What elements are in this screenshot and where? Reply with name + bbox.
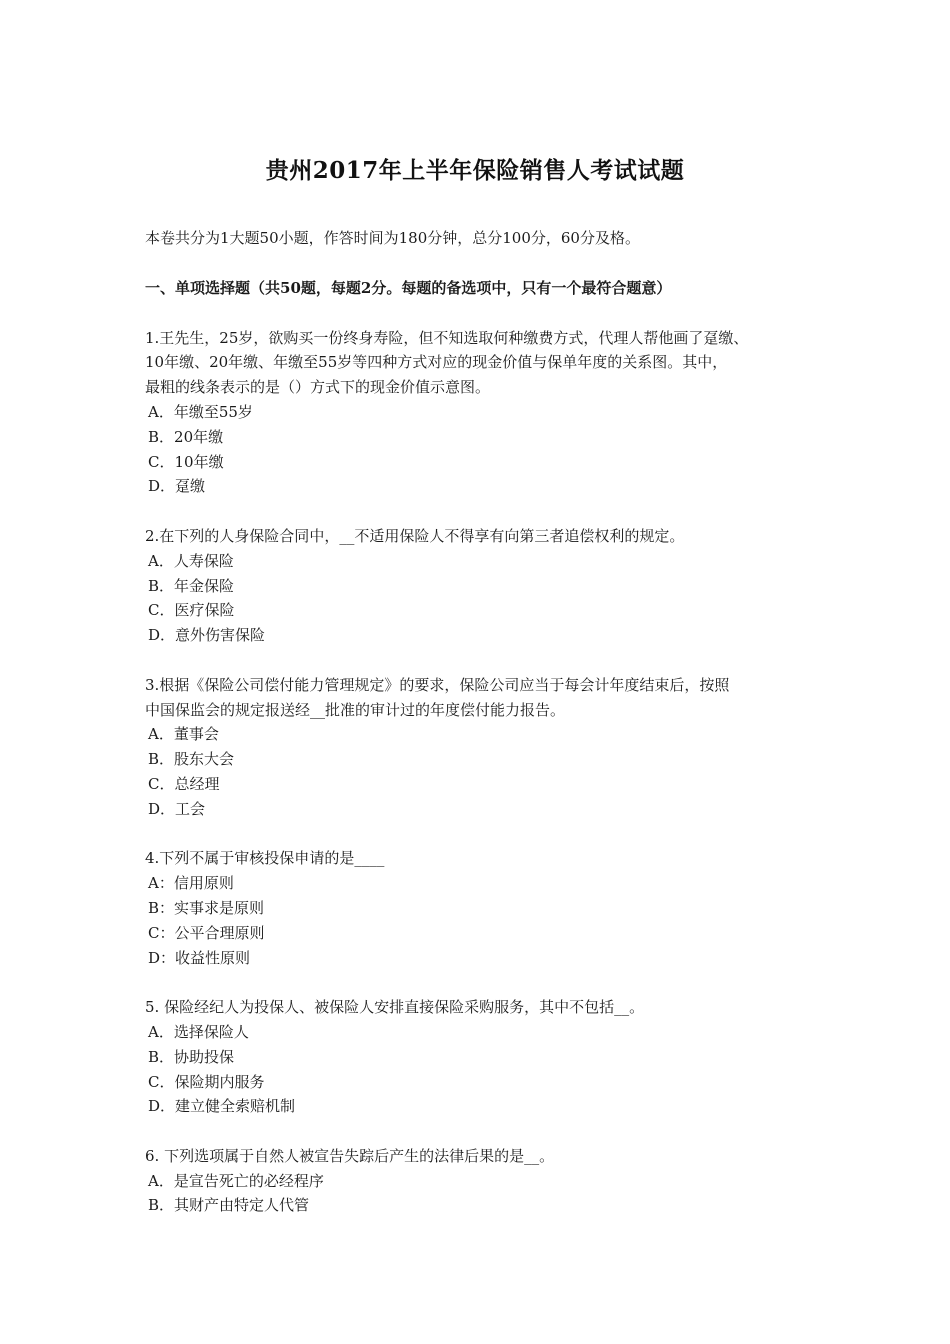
option-item bbox=[145, 1045, 825, 1070]
option-text: 意外伤害保险 bbox=[175, 626, 266, 645]
option-key: B． bbox=[148, 576, 175, 595]
option-text: 信用原则 bbox=[173, 874, 234, 893]
option-item bbox=[145, 400, 825, 425]
option-list bbox=[145, 400, 825, 499]
question-stem-line: 6. 下列选项属于自然人被宣告失踪后产生的法律后果的是__。 bbox=[145, 1146, 555, 1165]
option-text: 保险期内服务 bbox=[174, 1072, 265, 1091]
option-item bbox=[145, 1193, 825, 1218]
option-item bbox=[145, 1094, 825, 1119]
option-item bbox=[145, 598, 825, 623]
option-text: 年缴至55岁 bbox=[173, 402, 253, 421]
option-text: 趸缴 bbox=[175, 477, 206, 496]
question-stem-line: 2.在下列的人身保险合同中，__不适用保险人不得享有向第三者追偿权利的规定。 bbox=[145, 526, 685, 545]
option-item bbox=[145, 574, 825, 599]
option-text: 20年缴 bbox=[174, 427, 224, 446]
option-item bbox=[145, 450, 825, 475]
option-list bbox=[145, 1020, 825, 1119]
question-1 bbox=[145, 326, 825, 500]
option-item bbox=[145, 1169, 825, 1194]
option-key: B． bbox=[148, 1047, 175, 1066]
option-text: 董事会 bbox=[173, 725, 219, 744]
option-text: 年金保险 bbox=[174, 576, 235, 595]
option-text: 公平合理原则 bbox=[174, 923, 265, 942]
option-key: D． bbox=[148, 1097, 176, 1116]
option-key: C． bbox=[148, 452, 175, 471]
option-key: A． bbox=[148, 1171, 174, 1190]
option-item bbox=[145, 722, 825, 747]
option-key: B． bbox=[148, 750, 175, 769]
section-heading: 一、单项选择题（共50题，每题2分。每题的备选项中，只有一个最符合题意） bbox=[145, 278, 672, 297]
option-text: 工会 bbox=[175, 799, 206, 818]
option-key: D． bbox=[148, 626, 176, 645]
option-item bbox=[145, 797, 825, 822]
option-key: A． bbox=[148, 551, 174, 570]
option-item bbox=[145, 474, 825, 499]
option-text: 人寿保险 bbox=[173, 551, 234, 570]
option-list bbox=[145, 722, 825, 821]
question-6 bbox=[145, 1144, 825, 1218]
option-item bbox=[145, 871, 825, 896]
option-item bbox=[145, 623, 825, 648]
option-item bbox=[145, 946, 825, 971]
option-text: 建立健全索赔机制 bbox=[175, 1097, 296, 1116]
option-key: D． bbox=[148, 477, 176, 496]
option-key: C． bbox=[148, 1072, 175, 1091]
question-3 bbox=[145, 673, 825, 822]
option-key: C． bbox=[148, 601, 175, 620]
option-text: 其财产由特定人代管 bbox=[174, 1196, 310, 1215]
question-stem-line: 1.王先生，25岁，欲购买一份终身寿险，但不知选取何种缴费方式，代理人帮他画了趸缴、 bbox=[145, 328, 749, 347]
option-item bbox=[145, 1020, 825, 1045]
option-item bbox=[145, 921, 825, 946]
option-text: 协助投保 bbox=[174, 1047, 235, 1066]
question-stem-line: 最粗的线条表示的是（）方式下的现金价值示意图。 bbox=[145, 378, 491, 397]
question-4 bbox=[145, 846, 825, 970]
option-text: 股东大会 bbox=[174, 750, 235, 769]
option-key: D． bbox=[148, 799, 176, 818]
option-key: A． bbox=[148, 725, 174, 744]
question-stem-line: 中国保监会的规定报送经__批准的审计过的年度偿付能力报告。 bbox=[145, 700, 566, 719]
question-stem-line: 5. 保险经纪人为投保人、被保险人安排直接保险采购服务，其中不包括__。 bbox=[145, 998, 645, 1017]
option-key: C． bbox=[148, 774, 175, 793]
option-item bbox=[145, 896, 825, 921]
page-title: 贵州2017年上半年保险销售人考试试题 bbox=[265, 157, 685, 184]
option-item bbox=[145, 425, 825, 450]
option-key: C： bbox=[148, 923, 175, 942]
option-text: 选择保险人 bbox=[173, 1022, 249, 1041]
option-item bbox=[145, 549, 825, 574]
option-item bbox=[145, 747, 825, 772]
question-5 bbox=[145, 995, 825, 1119]
question-stem-line: 3.根据《保险公司偿付能力管理规定》的要求，保险公司应当于每会计年度结束后，按照 bbox=[145, 675, 730, 694]
option-key: B． bbox=[148, 427, 175, 446]
option-list bbox=[145, 549, 825, 648]
option-item bbox=[145, 772, 825, 797]
option-key: B： bbox=[148, 898, 175, 917]
option-item bbox=[145, 1070, 825, 1095]
option-text: 10年缴 bbox=[174, 452, 224, 471]
option-key: A： bbox=[148, 874, 174, 893]
question-list bbox=[145, 326, 825, 1219]
question-stem-line: 4.下列不属于审核投保申请的是____ bbox=[145, 849, 385, 868]
option-text: 实事求是原则 bbox=[174, 898, 265, 917]
question-stem-line: 10年缴、20年缴、年缴至55岁等四种方式对应的现金价值与保单年度的关系图。其中， bbox=[145, 353, 728, 372]
document-body bbox=[145, 226, 825, 1243]
question-2 bbox=[145, 524, 825, 648]
option-key: A． bbox=[148, 1022, 174, 1041]
option-text: 是宣告死亡的必经程序 bbox=[173, 1171, 324, 1190]
option-text: 医疗保险 bbox=[174, 601, 235, 620]
option-list bbox=[145, 871, 825, 970]
option-list bbox=[145, 1169, 825, 1219]
option-text: 收益性原则 bbox=[175, 948, 251, 967]
option-key: D： bbox=[148, 948, 176, 967]
option-text: 总经理 bbox=[174, 774, 220, 793]
option-key: B． bbox=[148, 1196, 175, 1215]
exam-intro: 本卷共分为1大题50小题，作答时间为180分钟，总分100分，60分及格。 bbox=[145, 229, 640, 247]
option-key: A． bbox=[148, 402, 174, 421]
